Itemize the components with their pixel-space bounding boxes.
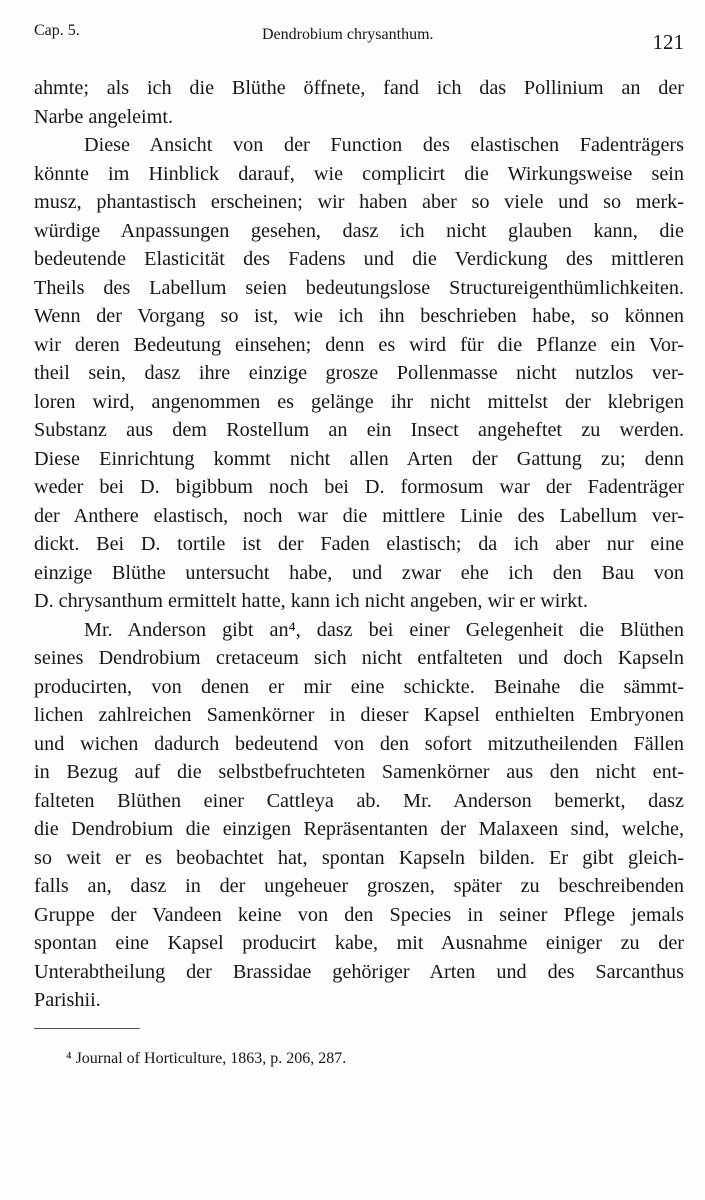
text-line: die Dendrobium die einzigen Repräsentanten der Malaxeen sind, welche, [34, 818, 684, 840]
text-line: producirten, von denen er mir eine schickte. Beinahe die sämmt- [34, 675, 684, 698]
text-line: und wichen dadurch bedeutend von den sofort mitzutheilenden Fällen [34, 732, 684, 755]
text-line: Gruppe der Vandeen keine von den Species in seiner Pflege jemals [34, 903, 684, 926]
text-line: spontan eine Kapsel producirt kabe, mit Ausnahme einiger zu der [34, 932, 684, 954]
text-line: seines Dendrobium cretaceum sich nicht entfalteten und doch Kapseln [34, 647, 684, 669]
footnote: ⁴ Journal of Horticulture, 1863, p. 206, 287. [66, 1050, 347, 1067]
text-line: ahmte; als ich die Blüthe öffnete, fand ich das Pollinium an der [34, 77, 684, 99]
text-line: falteten Blüthen einer Cattleya ab. Mr. Anderson bemerkt, dasz [34, 789, 684, 812]
text-line: dickt. Bei D. tortile ist der Faden elastisch; da ich aber nur eine [34, 533, 684, 555]
text-line: könnte im Hinblick darauf, wie complicirt die Wirkungsweise sein [34, 162, 684, 185]
text-line: D. chrysanthum ermittelt hatte, kann ich nicht angeben, wir er wirkt. [34, 590, 588, 612]
text-line: der Anthere elastisch, noch war die mittlere Linie des Labellum ver- [34, 504, 684, 527]
text-line: musz, phantastisch erscheinen; wir haben aber so viele und so merk- [34, 191, 684, 213]
text-line: wir deren Bedeutung einsehen; denn es wird für die Pflanze ein Vor- [34, 333, 684, 356]
text-line: Narbe angeleimt. [34, 105, 174, 128]
running-header [34, 20, 684, 54]
text-line: theil sein, dasz ihre einzige grosze Pollenmasse nicht nutzlos ver- [34, 362, 684, 384]
text-line: würdige Anpassungen gesehen, dasz ich nicht glauben kann, die [34, 219, 684, 242]
text-line: so weit er es beobachtet hat, spontan Kapseln bilden. Er gibt gleich- [34, 846, 684, 869]
text-line: Substanz aus dem Rostellum an ein Insect angeheftet zu werden. [34, 419, 684, 441]
text-line: Mr. Anderson gibt an⁴, dasz bei einer Gelegenheit die Blüthen [84, 618, 684, 641]
text-line: in Bezug auf die selbstbefruchteten Samenkörner aus den nicht ent- [34, 761, 684, 783]
text-line: Theils des Labellum seien bedeutungslose Structureigenthümlichkeiten. [34, 276, 684, 299]
text-line: falls an, dasz in der ungeheuer groszen, später zu beschreibenden [34, 875, 684, 897]
text-line: Diese Ansicht von der Function des elastischen Fadenträgers [84, 134, 684, 156]
text-line: Diese Einrichtung kommt nicht allen Arten der Gattung zu; denn [34, 447, 684, 470]
footnote-divider [34, 1028, 140, 1029]
text-line: bedeutende Elasticität des Fadens und die Verdickung des mittleren [34, 248, 684, 270]
text-line: Unterabtheilung der Brassidae gehöriger Arten und des Sarcanthus [34, 960, 684, 983]
chapter-label: Cap. 5. [34, 22, 80, 39]
text-line: loren wird, angenommen es gelänge ihr nicht mittelst der klebrigen [34, 390, 684, 413]
text-line: lichen zahlreichen Samenkörner in dieser Kapsel enthielten Embryonen [34, 704, 684, 726]
page-number: 121 [652, 30, 684, 54]
body-text [34, 74, 684, 1015]
text-line: Parishii. [34, 989, 101, 1011]
text-line: einzige Blüthe untersucht habe, und zwar ehe ich den Bau von [34, 561, 684, 584]
running-title: Dendrobium chrysanthum. [262, 26, 434, 43]
text-line: Wenn der Vorgang so ist, wie ich ihn beschrieben habe, so können [34, 305, 684, 327]
text-line: weder bei D. bigibbum noch bei D. formosum war der Fadenträger [34, 476, 684, 498]
